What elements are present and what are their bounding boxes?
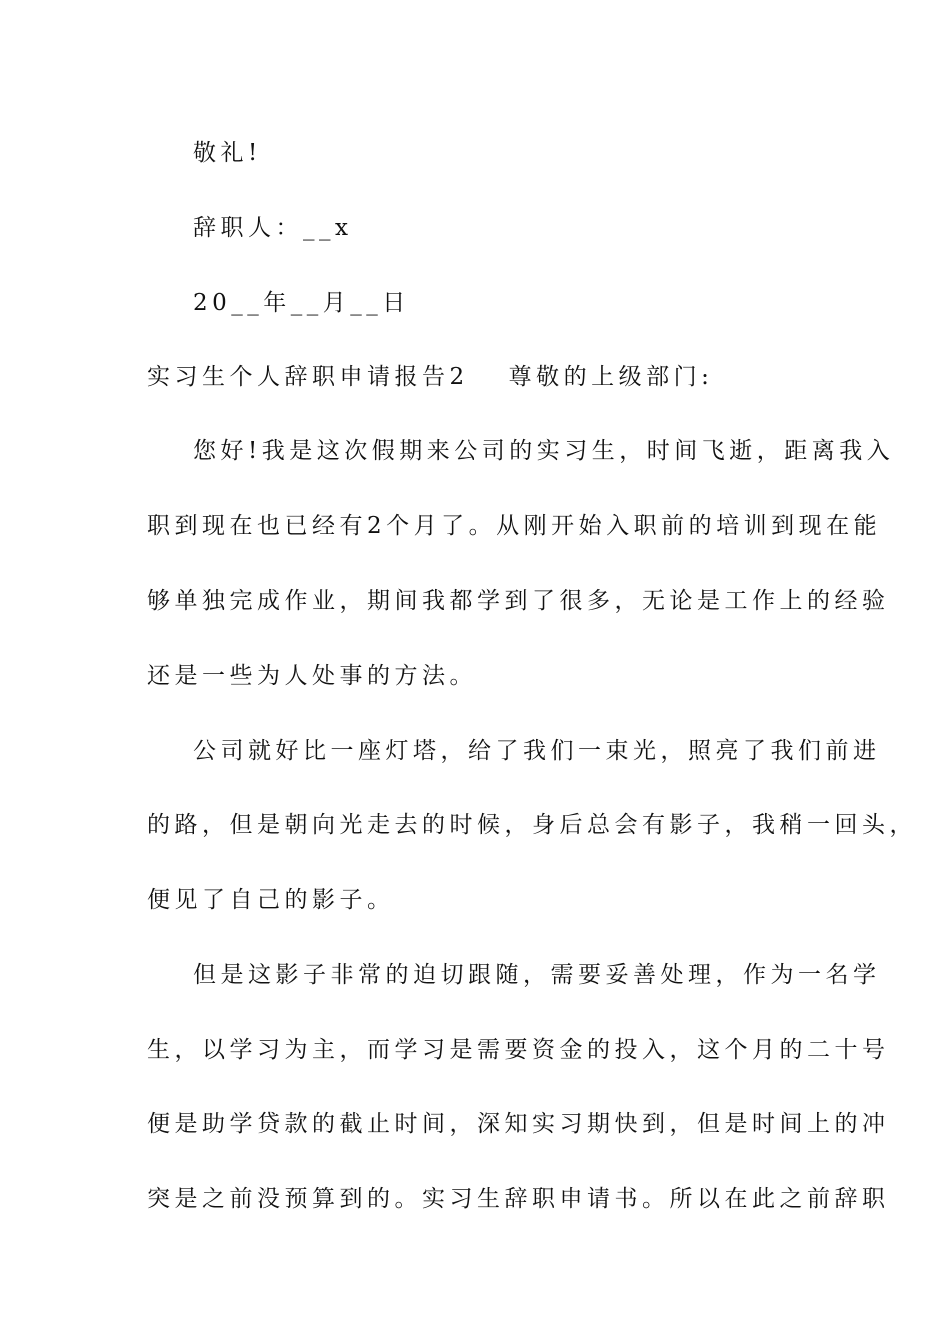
paragraph-line: 便是助学贷款的截止时间，深知实习期快到，但是时间上的冲 [147, 1111, 890, 1137]
paragraph-line: 但是这影子非常的迫切跟随，需要妥善处理，作为一名学 [193, 962, 881, 988]
section-title: 实习生个人辞职申请报告2 [147, 364, 469, 390]
paragraph-line: 还是一些为人处事的方法。 [147, 663, 477, 689]
paragraph-line: 的路，但是朝向光走去的时候，身后总会有影子，我稍一回头， [147, 812, 917, 838]
paragraph-line: 公司就好比一座灯塔，给了我们一束光，照亮了我们前进 [193, 738, 881, 764]
paragraph-line: 您好!我是这次假期来公司的实习生，时间飞逝，距离我入 [193, 438, 895, 464]
addressee: 尊敬的上级部门: [508, 364, 714, 390]
paragraph-line: 生，以学习为主，而学习是需要资金的投入，这个月的二十号 [147, 1037, 890, 1063]
closing-salute: 敬礼! [193, 140, 262, 166]
date-line: 20__年__月__日 [193, 290, 410, 316]
section-heading-line [147, 362, 713, 392]
paragraph-line: 突是之前没预算到的。实习生辞职申请书。所以在此之前辞职 [147, 1186, 890, 1212]
paragraph-line: 便见了自己的影子。 [147, 887, 395, 913]
signer-line: 辞职人：__x [193, 215, 353, 241]
paragraph-line: 够单独完成作业，期间我都学到了很多，无论是工作上的经验 [147, 588, 890, 614]
paragraph-line: 职到现在也已经有2个月了。从刚开始入职前的培训到现在能 [147, 513, 882, 539]
